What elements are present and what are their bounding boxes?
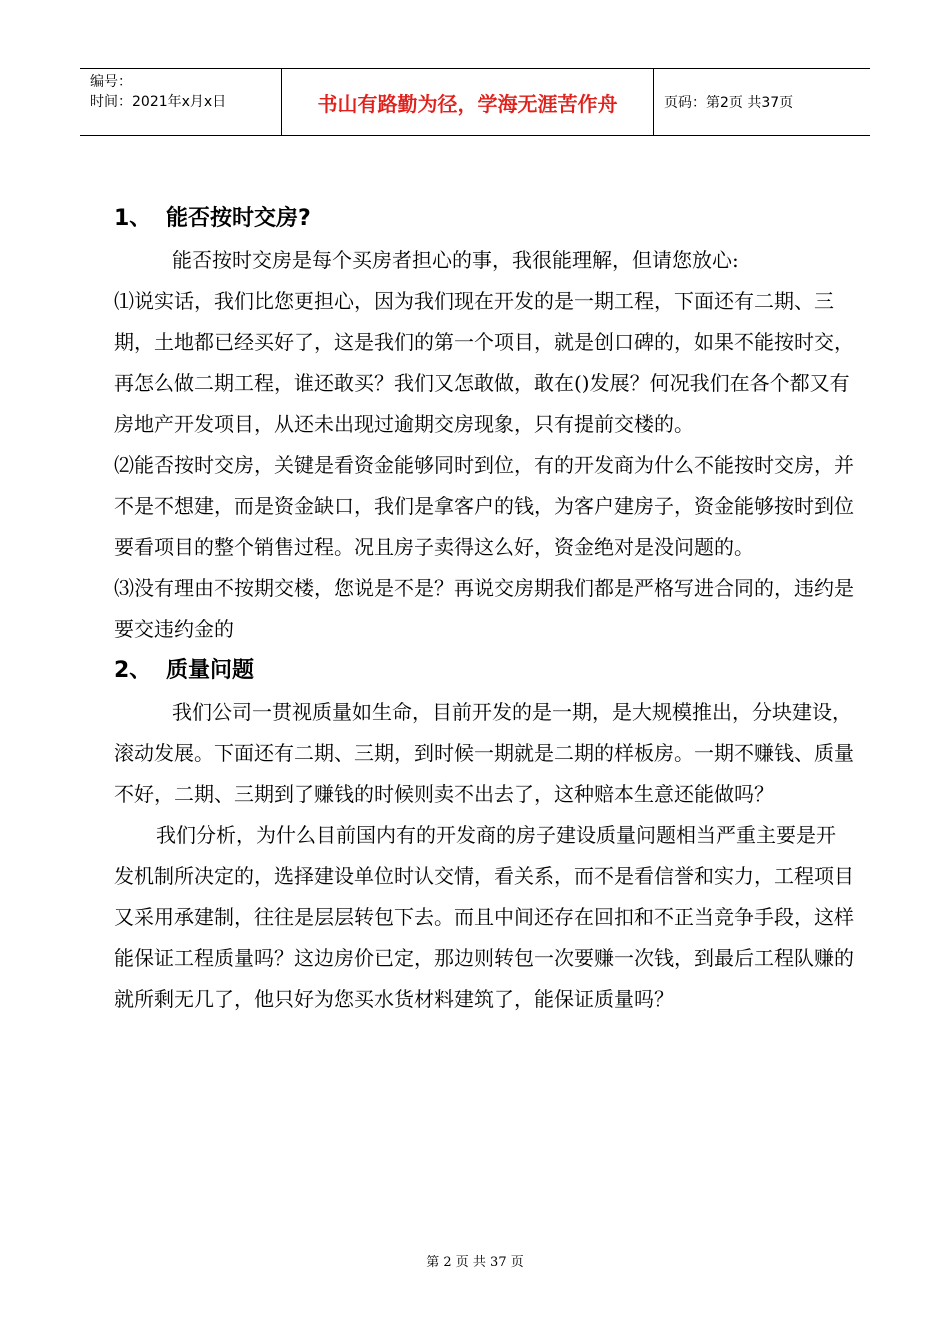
section-number: 2、	[114, 658, 152, 683]
section-title: 质量问题	[166, 658, 255, 683]
header-page-info: 页码：第2页 共37页	[664, 95, 794, 111]
header-meta	[80, 69, 282, 135]
document-number-label: 编号：	[90, 74, 132, 90]
page-footer: 第 2 页 共 37 页	[426, 1255, 524, 1270]
section-heading-1	[114, 198, 854, 240]
document-body	[114, 198, 854, 1020]
document-date: 时间：2021年x月x日	[90, 94, 227, 110]
section-number: 1、	[114, 206, 152, 231]
page-header	[80, 68, 870, 136]
section-intro: 能否按时交房是每个买房者担心的事，我很能理解，但请您放心:	[172, 248, 739, 272]
body-paragraph: 我们公司一贯视质量如生命，目前开发的是一期，是大规模推出，分块建设，滚动发展。下面还有二期、三期，到时候一期就是二期的样板房。一期不赚钱、质量不好，二期、三期到了赚钱的时候则卖不出去了，这种赔本生意还能做吗？	[114, 700, 854, 806]
section-heading-2	[114, 650, 854, 692]
section-title: 能否按时交房?	[166, 206, 311, 231]
header-motto: 书山有路勤为径，学海无涯苦作舟	[282, 69, 654, 135]
point-paragraph: ⑵能否按时交房，关键是看资金能够同时到位，有的开发商为什么不能按时交房，并不是不想建，而是资金缺口，我们是拿客户的钱，为客户建房子，资金能够按时到位要看项目的整个销售过程。况且房子卖得这么好，资金绝对是没问题的。	[114, 453, 854, 559]
point-paragraph: ⑶没有理由不按期交楼，您说是不是？再说交房期我们都是严格写进合同的，违约是要交违约金的	[114, 576, 854, 641]
body-paragraph: 我们分析，为什么目前国内有的开发商的房子建设质量问题相当严重主要是开发机制所决定的，选择建设单位时认交情，看关系，而不是看信誉和实力，工程项目又采用承建制，往往是层层转包下去。而且中间还存在回扣和不正当竞争手段，这样能保证工程质量吗？这边房价已定，那边则转包一次要赚一次钱，到最后工程队赚的就所剩无几了，他只好为您买水货材料建筑了，能保证质量吗？	[114, 823, 854, 1011]
point-paragraph: ⑴说实话，我们比您更担心，因为我们现在开发的是一期工程，下面还有二期、三期，土地都已经买好了，这是我们的第一个项目，就是创口碑的，如果不能按时交，再怎么做二期工程，谁还敢买？我们又怎敢做，敢在()发展？何况我们在各个都又有房地产开发项目，从还未出现过逾期交房现象，只有提前交楼的。	[114, 289, 854, 436]
